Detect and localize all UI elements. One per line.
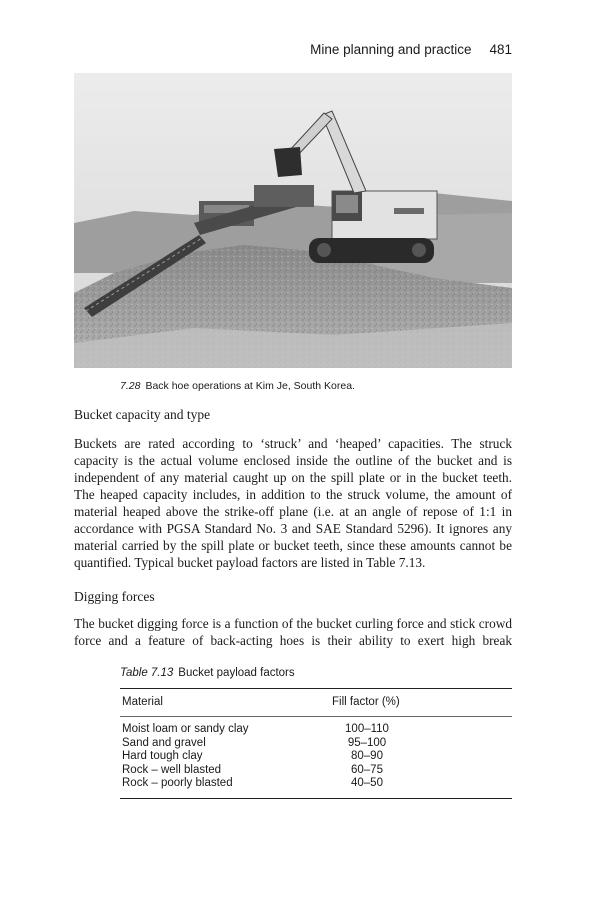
paragraph-bucket-capacity: Buckets are rated according to ‘struck’ and ‘heaped’ capacities. The struck capacity is the actual volume enclosed inside the outline of the bucket and is independent of any material caught up on the spill plate or in the bucket teeth. The heaped capacity includes, in addition to the struck volume, the amount of material heaped above the strike-off plane (i.e. at an angle of repose of 1:1 in accordance with PGSA Standard No. 3 and SAE Standard 5296). It ignores any material carried by the spill plate or bucket teeth, since these amounts cannot be quantified. Typical bucket payload factors are listed in Table 7.13. (74, 436, 512, 570)
table-body (120, 723, 512, 791)
table-cell-fill-factor: 100–110 (345, 723, 389, 735)
figure-number: 7.28 (120, 380, 141, 392)
table-bottom-rule (120, 798, 512, 799)
page-number: 481 (489, 42, 512, 57)
table-cell-fill-factor: 95–100 (347, 736, 387, 749)
running-title: Mine planning and practice (310, 42, 472, 57)
table-row (120, 750, 512, 764)
table-cell-fill-factor: 60–75 (351, 763, 383, 776)
table-row (120, 723, 512, 737)
section-heading-digging-forces: Digging forces (74, 589, 155, 604)
table-row (120, 737, 512, 751)
table-title: Bucket payload factors (178, 667, 295, 679)
figure-caption (120, 380, 355, 392)
table-row (120, 777, 512, 791)
section-heading-bucket-capacity: Bucket capacity and type (74, 407, 211, 422)
table-cell-material: Sand and gravel (122, 736, 206, 749)
table-cell-material: Rock – well blasted (122, 763, 222, 776)
figure-caption-text: Back hoe operations at Kim Je, South Korea. (145, 380, 355, 392)
table-cell-material: Moist loam or sandy clay (122, 723, 249, 735)
backhoe-photo (74, 73, 512, 368)
table-cell-fill-factor: 80–90 (351, 750, 383, 762)
table-top-rule (120, 688, 512, 689)
table-header-rule (120, 716, 512, 717)
table-cell-material: Rock – poorly blasted (122, 777, 233, 789)
table-header-material: Material (122, 696, 163, 708)
table-caption (120, 667, 295, 679)
table-row (120, 764, 512, 778)
table-cell-material: Hard tough clay (122, 750, 203, 762)
table-cell-fill-factor: 40–50 (351, 777, 383, 789)
running-header (74, 42, 512, 57)
table-number: Table 7.13 (120, 667, 174, 679)
table-header-fill-factor: Fill factor (%) (332, 696, 400, 708)
paragraph-digging-forces: The bucket digging force is a function of the bucket curling force and stick crowd force and a feature of back-acting hoes is their ability to exert high break (74, 616, 512, 648)
